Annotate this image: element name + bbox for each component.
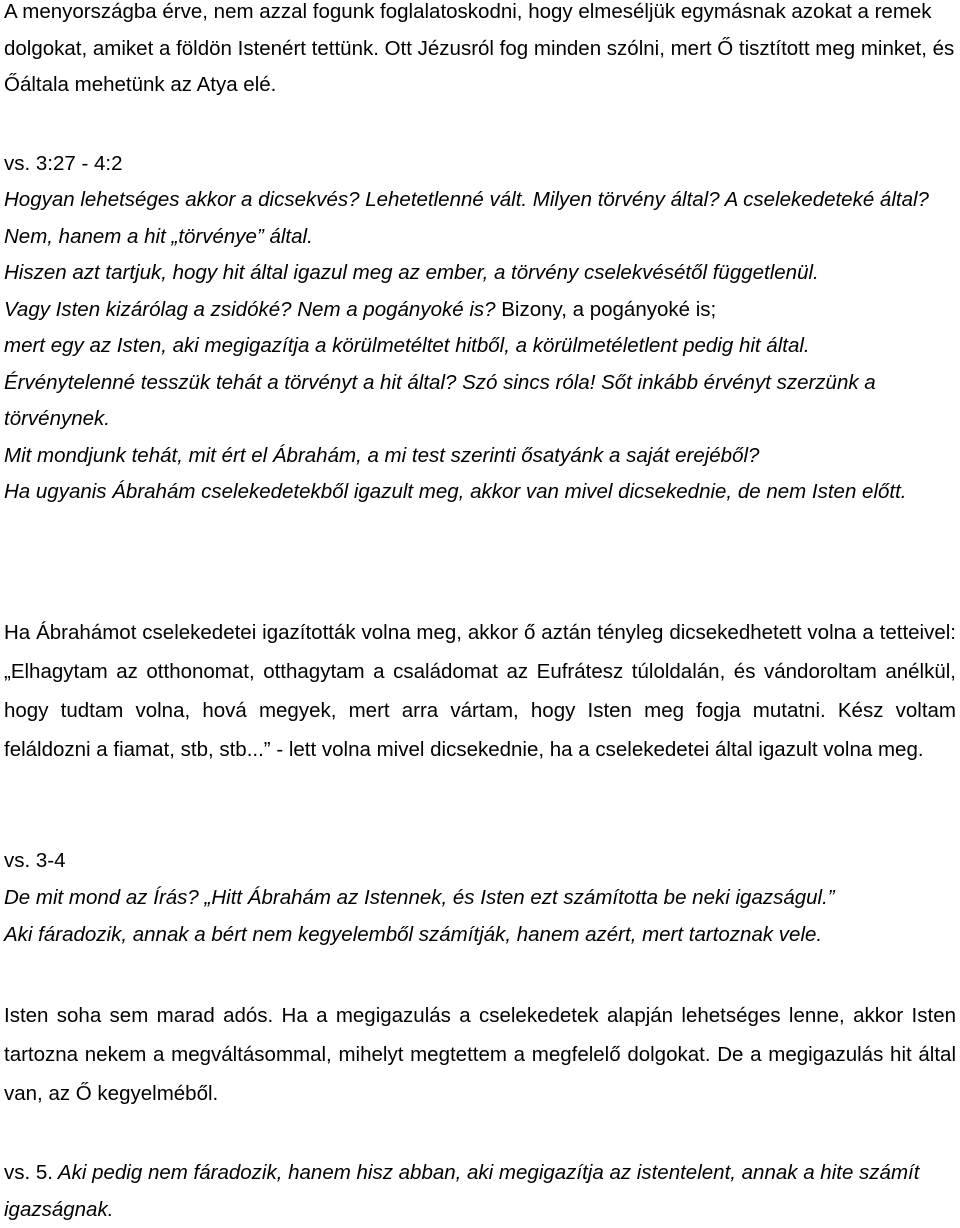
verse-quote-line: Mit mondjunk tehát, mit ért el Ábrahám, a mi test szerinti ősatyánk a saját erejéből?: [4, 443, 760, 467]
verse-quote-line: Hogyan lehetséges akkor a dicsekvés? Lehetetlenné vált. Milyen törvény által? A cselekedeteké által? Nem, hanem a hit „törvénye” által.: [4, 188, 929, 248]
verse-block-3: [4, 1155, 956, 1228]
verse-quote-line: Ha ugyanis Ábrahám cselekedetekből igazult meg, akkor van mivel dicsekednie, de nem Isten előtt.: [4, 480, 907, 503]
verse-quote-segment: Bizony, a pogányoké is;: [495, 297, 717, 321]
verse-quote-line: Hiszen azt tartjuk, hogy hit által igazul meg az ember, a törvény cselekvésétől függetlenül.: [4, 261, 819, 284]
abraham-paragraph: Ha Ábrahámot cselekedetei igazították volna meg, akkor ő aztán tényleg dicsekedhetett volna a tetteivel: „Elhagytam az otthonomat, otthagytam a családomat az Eufrátesz túloldalán, és vándoroltam anélkül, hogy tudtam volna, hová megyek, mert arra vártam, hogy Isten meg fogja mutatni. Kész voltam feláldozni a fiamat, stb, stb...” - lett volna mivel dicsekednie, ha a cselekedetei által igazult volna meg.: [4, 621, 956, 761]
verse-reference-3: vs. 5.: [4, 1161, 53, 1184]
intro-paragraph: A menyországba érve, nem azzal fogunk foglalatoskodni, hogy elmeséljük egymásnak azokat a remek dolgokat, amiket a földön Istenért tettünk. Ott Jézusról fog minden szólni, mert Ő tisztított meg minket, és Őáltala mehetünk az Atya elé.: [4, 0, 955, 96]
verse-quote-block-1: [4, 182, 956, 511]
verse-quote-line: Érvénytelenné tesszük tehát a törvényt a hit által? Szó sincs róla! Sőt inkább érvényt szerzünk a törvénynek.: [4, 370, 876, 430]
verse-reference-1: vs. 3:27 - 4:2: [4, 152, 123, 175]
verse-quote-line: De mit mond az Írás? „Hitt Ábrahám az Istennek, és Isten ezt számította be neki igazságul.”: [4, 886, 835, 909]
verse-quote-line: [4, 292, 956, 329]
verse-quote-line: Aki pedig nem fáradozik, hanem hisz abban, aki megigazítja az istentelent, annak a hite számít igazságnak.: [4, 1161, 920, 1221]
verse-quote-line: mert egy az Isten, aki megigazítja a körülmetéltet hitből, a körülmetéletlent pedig hit által.: [4, 334, 810, 357]
verse-reference-2: vs. 3-4: [4, 849, 66, 872]
verse-quote-block-2: [4, 880, 956, 953]
verse-quote-line: Aki fáradozik, annak a bért nem kegyelemből számítják, hanem azért, mert tartoznak vele.: [4, 922, 823, 946]
grace-paragraph: Isten soha sem marad adós. Ha a megigazulás a cselekedetek alapján lehetséges lenne, akkor Isten tartozna nekem a megváltásommal, mihelyt megtettem a megfelelő dolgokat. De a megigazulás hit által van, az Ő kegyelméből.: [4, 1004, 956, 1105]
verse-quote-segment: Vagy Isten kizárólag a zsidóké? Nem a pogányoké is?: [4, 297, 496, 321]
